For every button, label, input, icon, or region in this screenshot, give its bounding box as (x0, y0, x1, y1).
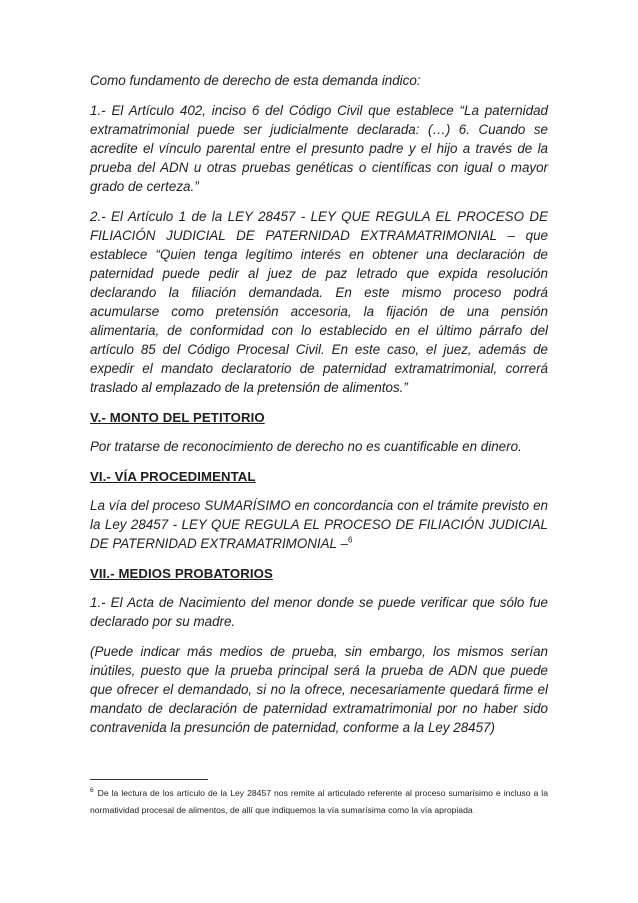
section-vii-heading: VII.- MEDIOS PROBATORIOS (90, 566, 273, 581)
section-vii-note: (Puede indicar más medios de prueba, sin embargo, los mismos serían inútiles, puesto que la prueba principal será la prueba de ADN que puede que ofrecer el demandado, si no la ofrece, necesariamente quedará firme el mandato de declaración de paternidad extramatrimonial por no haber sido contravenida la presunción de paternidad, conforme a la Ley 28457) (90, 644, 548, 735)
footnote-reference[interactable]: 6 (347, 535, 353, 545)
section-vi-body: La vía del proceso SUMARÍSIMO en concordancia con el trámite previsto en la Ley 28457 - LEY QUE REGULA EL PROCESO DE FILIACIÓN JUDICIAL DE PATERNIDAD EXTRAMATRIMONIAL – (90, 498, 548, 551)
footnote-number: 6 (90, 787, 94, 795)
fundamento-article-402: 1.- El Artículo 402, inciso 6 del Código Civil que establece “La paternidad extramatrimonial puede ser judicialmente declarada: (…) 6. Cuando se acredite el vínculo parental entre el presunto padre y el hijo a través de la prueba del ADN u otras pruebas genéticas o científicas con igual o mayor grado de certeza.” (90, 103, 548, 194)
fundamento-ley-28457: 2.- El Artículo 1 de la LEY 28457 - LEY QUE REGULA EL PROCESO DE FILIACIÓN JUDICIAL DE PATERNIDAD EXTRAMATRIMONIAL – que establece “Quien tenga legítimo interés en obtener una declaración de paternidad puede pedir al juez de paz letrado que expida resolución declarando la filiación demandada. En este mismo proceso podrá acumularse como pretensión accesoria, la fijación de una pensión alimentaria, de conformidad con lo establecido en el último párrafo del artículo 85 del Código Procesal Civil. En este caso, el juez, además de expedir el mandato declaratorio de paternidad extramatrimonial, correrá traslado al emplazado de la pretensión de alimentos.” (90, 209, 548, 395)
section-v-heading: V.- MONTO DEL PETITORIO (90, 410, 265, 425)
intro-paragraph: Como fundamento de derecho de esta demanda indico: (90, 73, 421, 88)
section-v-text: Por tratarse de reconocimiento de derecho no es cuantificable en dinero. (90, 439, 522, 454)
footnote-divider (90, 779, 208, 780)
document-body (90, 71, 548, 748)
section-vii-item-1: 1.- El Acta de Nacimiento del menor donde se puede verificar que sólo fue declarado por su madre. (90, 595, 548, 629)
section-vi-text (90, 496, 548, 553)
section-vi-heading: VI.- VÍA PROCEDIMENTAL (90, 469, 256, 484)
footnote-text: De la lectura de los artículo de la Ley 28457 nos remite al articulado referente al proceso sumarísimo e incluso a la normatividad procesal de alimentos, de allí que indiquemos la vía sumarísima como la vía apropiada (90, 788, 548, 815)
footnote (90, 785, 548, 819)
